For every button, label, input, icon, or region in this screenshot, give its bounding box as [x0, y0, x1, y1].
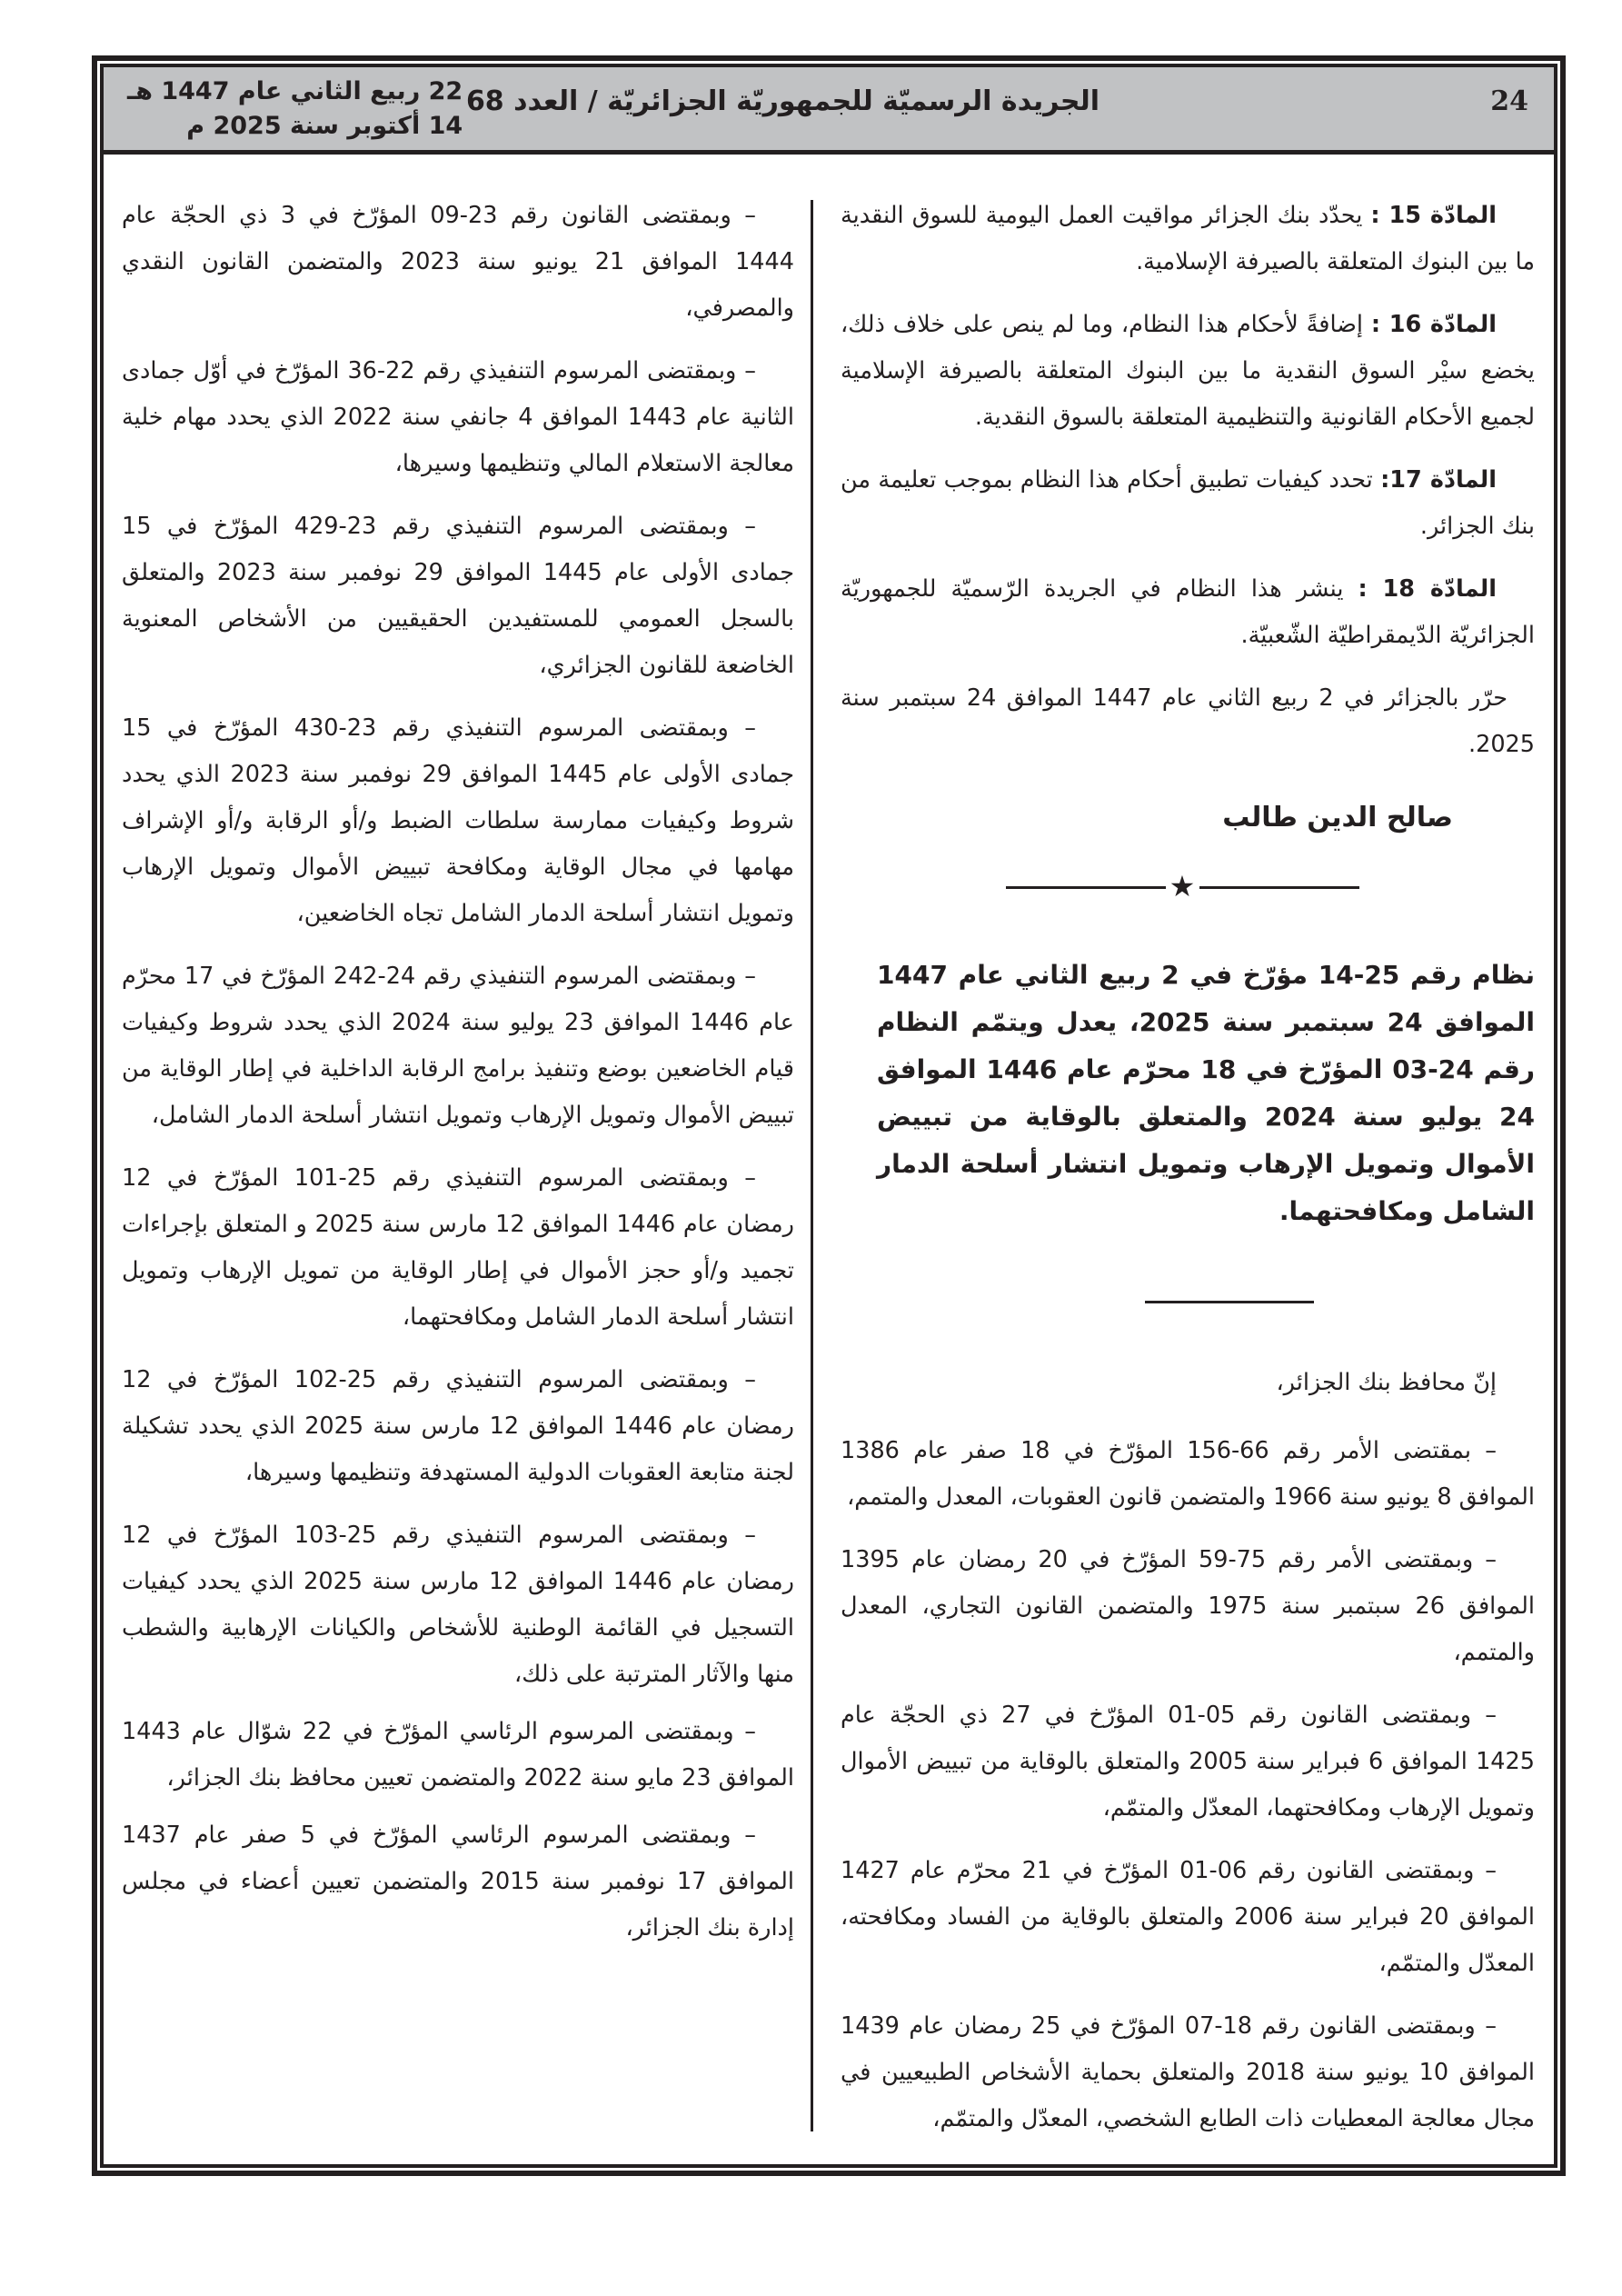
whereas-item: – وبمقتضى المرسوم التنفيذي رقم 25-103 المؤرّخ في 12 رمضان عام 1446 الموافق 12 مارس سنة 2025 الذي يحدد كيفيات التسجيل في القائمة الوطنية للأشخاص والكيانات الإرهابية والشطب منها والآثار المترتبة على ذلك،	[122, 1522, 794, 1688]
column-divider	[811, 200, 813, 2131]
gazette-title: الجريدة الرسميّة للجمهوريّة الجزائريّة / العدد 68	[465, 85, 1100, 117]
whereas-item: – وبمقتضى المرسوم التنفيذي رقم 23-429 المؤرّخ في 15 جمادى الأولى عام 1445 الموافق 29 نوفمبر سنة 2023 والمتعلق بالسجل العمومي للمستفيدين الحقيقيين من الأشخاص المعنوية الخاضعة للقانون الجزائري،	[122, 513, 794, 679]
separator-line-left	[1006, 886, 1166, 889]
article-16	[841, 302, 1535, 441]
preamble-intro: إنّ محافظ بنك الجزائر،	[1276, 1369, 1497, 1396]
article-text: تحدد كيفيات تطبيق أحكام هذا النظام بموجب تعليمة من بنك الجزائر.	[841, 466, 1535, 540]
issue-date-hijri: 22 ربيع الثاني عام 1447 هـ	[127, 77, 463, 105]
whereas-item: – وبمقتضى الأمر رقم 75-59 المؤرّخ في 20 رمضان عام 1395 الموافق 26 سبتمبر سنة 1975 والمتضمن القانون التجاري، المعدل والمتمم،	[841, 1546, 1535, 1666]
issue-date-gregorian: 14 أكتوبر سنة 2025 م	[186, 112, 463, 140]
whereas-item: – وبمقتضى القانون رقم 06-01 المؤرّخ في 21 محرّم عام 1427 الموافق 20 فبراير سنة 2006 والمتعلق بالوقاية من الفساد ومكافحته، المعدّل والمتمّم،	[841, 1857, 1536, 1977]
page-header	[104, 67, 1554, 155]
whereas-item: – وبمقتضى المرسوم التنفيذي رقم 23-430 المؤرّخ في 15 جمادى الأولى عام 1445 الموافق 29 نوفمبر سنة 2023 الذي يحدد شروط وكيفيات ممارسة سلطات الضبط و/أو الرقابة و/أو الإشراف مهامها في مجال الوقاية ومكافحة تبييض الأموال وتمويل الإرهاب وتمويل انتشار أسلحة الدمار الشامل تجاه الخاضعين،	[122, 714, 794, 927]
whereas-item: – وبمقتضى المرسوم التنفيذي رقم 25-101 المؤرّخ في 12 رمضان عام 1446 الموافق 12 مارس سنة 2025 و المتعلق بإجراءات تجميد و/أو حجز الأموال في إطار الوقاية من تمويل الإرهاب وتمويل انتشار أسلحة الدمار الشامل ومكافحتهما،	[122, 1164, 794, 1331]
article-17	[841, 457, 1535, 550]
whereas-item: – وبمقتضى المرسوم التنفيذي رقم 22-36 المؤرّخ في أوّل جمادى الثانية عام 1443 الموافق 4 جانفي سنة 2022 الذي يحدد مهام خلية معالجة الاستعلام المالي وتنظيمها وسيرها،	[122, 357, 794, 477]
article-18	[841, 566, 1535, 659]
star-separator	[841, 866, 1535, 903]
article-text: إضافةً لأحكام هذا النظام، وما لم ينص على خلاف ذلك، يخضع سيْر السوق النقدية ما بين البنوك المتعلقة بالصيرفة الإسلامية لجميع الأحكام القانونية والتنظيمية المتعلقة بالسوق النقدية.	[841, 311, 1535, 431]
left-column	[122, 193, 794, 1962]
article-text: ينشر هذا النظام في الجريدة الرّسميّة للجمهوريّة الجزائريّة الدّيمقراطيّة الشّعبيّة.	[841, 575, 1535, 649]
whereas-item: – وبمقتضى القانون رقم 05-01 المؤرّخ في 27 ذي الحجّة عام 1425 الموافق 6 فبراير سنة 2005 والمتعلق بالوقاية من تبييض الأموال وتمويل الإرهاب ومكافحتهما، المعدّل والمتمّم،	[841, 1702, 1535, 1822]
star-icon: ★	[1169, 869, 1196, 903]
signed-at: حرّر بالجزائر في 2 ربيع الثاني عام 1447 الموافق 24 سبتمبر سنة 2025.	[841, 684, 1535, 758]
article-label: المادّة 17:	[1380, 466, 1497, 494]
page-number: 24	[1490, 85, 1528, 117]
right-column	[841, 193, 1535, 2159]
issue-date	[127, 75, 463, 144]
article-label: المادّة 16 :	[1370, 311, 1498, 338]
whereas-item: – بمقتضى الأمر رقم 66-156 المؤرّخ في 18 صفر عام 1386 الموافق 8 يونيو سنة 1966 والمتضمن قانون العقوبات، المعدل والمتمم،	[841, 1437, 1535, 1511]
whereas-item: – وبمقتضى المرسوم التنفيذي رقم 24-242 المؤرّخ في 17 محرّم عام 1446 الموافق 23 يوليو سنة 2024 الذي يحدد شروط وكيفيات قيام الخاضعين بوضع وتنفيذ برامج الرقابة الداخلية في إطار الوقاية من تبييض الأموال وتمويل الإرهاب وتمويل انتشار أسلحة الدمار الشامل،	[122, 963, 794, 1129]
separator-line-right	[1199, 886, 1359, 889]
article-text: يحدّد بنك الجزائر مواقيت العمل اليومية للسوق النقدية ما بين البنوك المتعلقة بالصيرفة الإسلامية.	[841, 202, 1535, 275]
signature: صالح الدين طالب	[1222, 802, 1453, 834]
article-15	[841, 193, 1535, 285]
whereas-item: – وبمقتضى المرسوم الرئاسي المؤرّخ في 5 صفر عام 1437 الموافق 17 نوفمبر سنة 2015 والمتضمن تعيين أعضاء في مجلس إدارة بنك الجزائر،	[122, 1822, 794, 1942]
whereas-item: – وبمقتضى المرسوم الرئاسي المؤرّخ في 22 شوّال عام 1443 الموافق 23 مايو سنة 2022 والمتضمن تعيين محافظ بنك الجزائر،	[122, 1718, 794, 1792]
article-label: المادّة 18 :	[1358, 575, 1497, 603]
whereas-item: – وبمقتضى المرسوم التنفيذي رقم 25-102 المؤرّخ في 12 رمضان عام 1446 الموافق 12 مارس سنة 2025 الذي يحدد تشكيلة لجنة متابعة العقوبات الدولية المستهدفة وتنظيمها وسيرها،	[122, 1366, 794, 1486]
regulation-title: نظام رقم 25-14 مؤرّخ في 2 ربيع الثاني عام 1447 الموافق 24 سبتمبر سنة 2025، يعدل ويتمّم النظام رقم 24-03 المؤرّخ في 18 محرّم عام 1446 الموافق 24 يوليو سنة 2024 والمتعلق بالوقاية من تبييض الأموال وتمويل الإرهاب وتمويل انتشار أسلحة الدمار الشامل ومكافحتهما.	[877, 960, 1535, 1226]
whereas-item: – وبمقتضى القانون رقم 18-07 المؤرّخ في 25 رمضان عام 1439 الموافق 10 يونيو سنة 2018 والمتعلق بحماية الأشخاص الطبيعيين في مجال معالجة المعطيات ذات الطابع الشخصي، المعدّل والمتمّم،	[841, 2012, 1535, 2132]
article-label: المادّة 15 :	[1370, 202, 1497, 229]
short-separator	[1145, 1301, 1314, 1303]
whereas-item: – وبمقتضى القانون رقم 23-09 المؤرّخ في 3 ذي الحجّة عام 1444 الموافق 21 يونيو سنة 2023 والمتضمن القانون النقدي والمصرفي،	[122, 202, 794, 322]
